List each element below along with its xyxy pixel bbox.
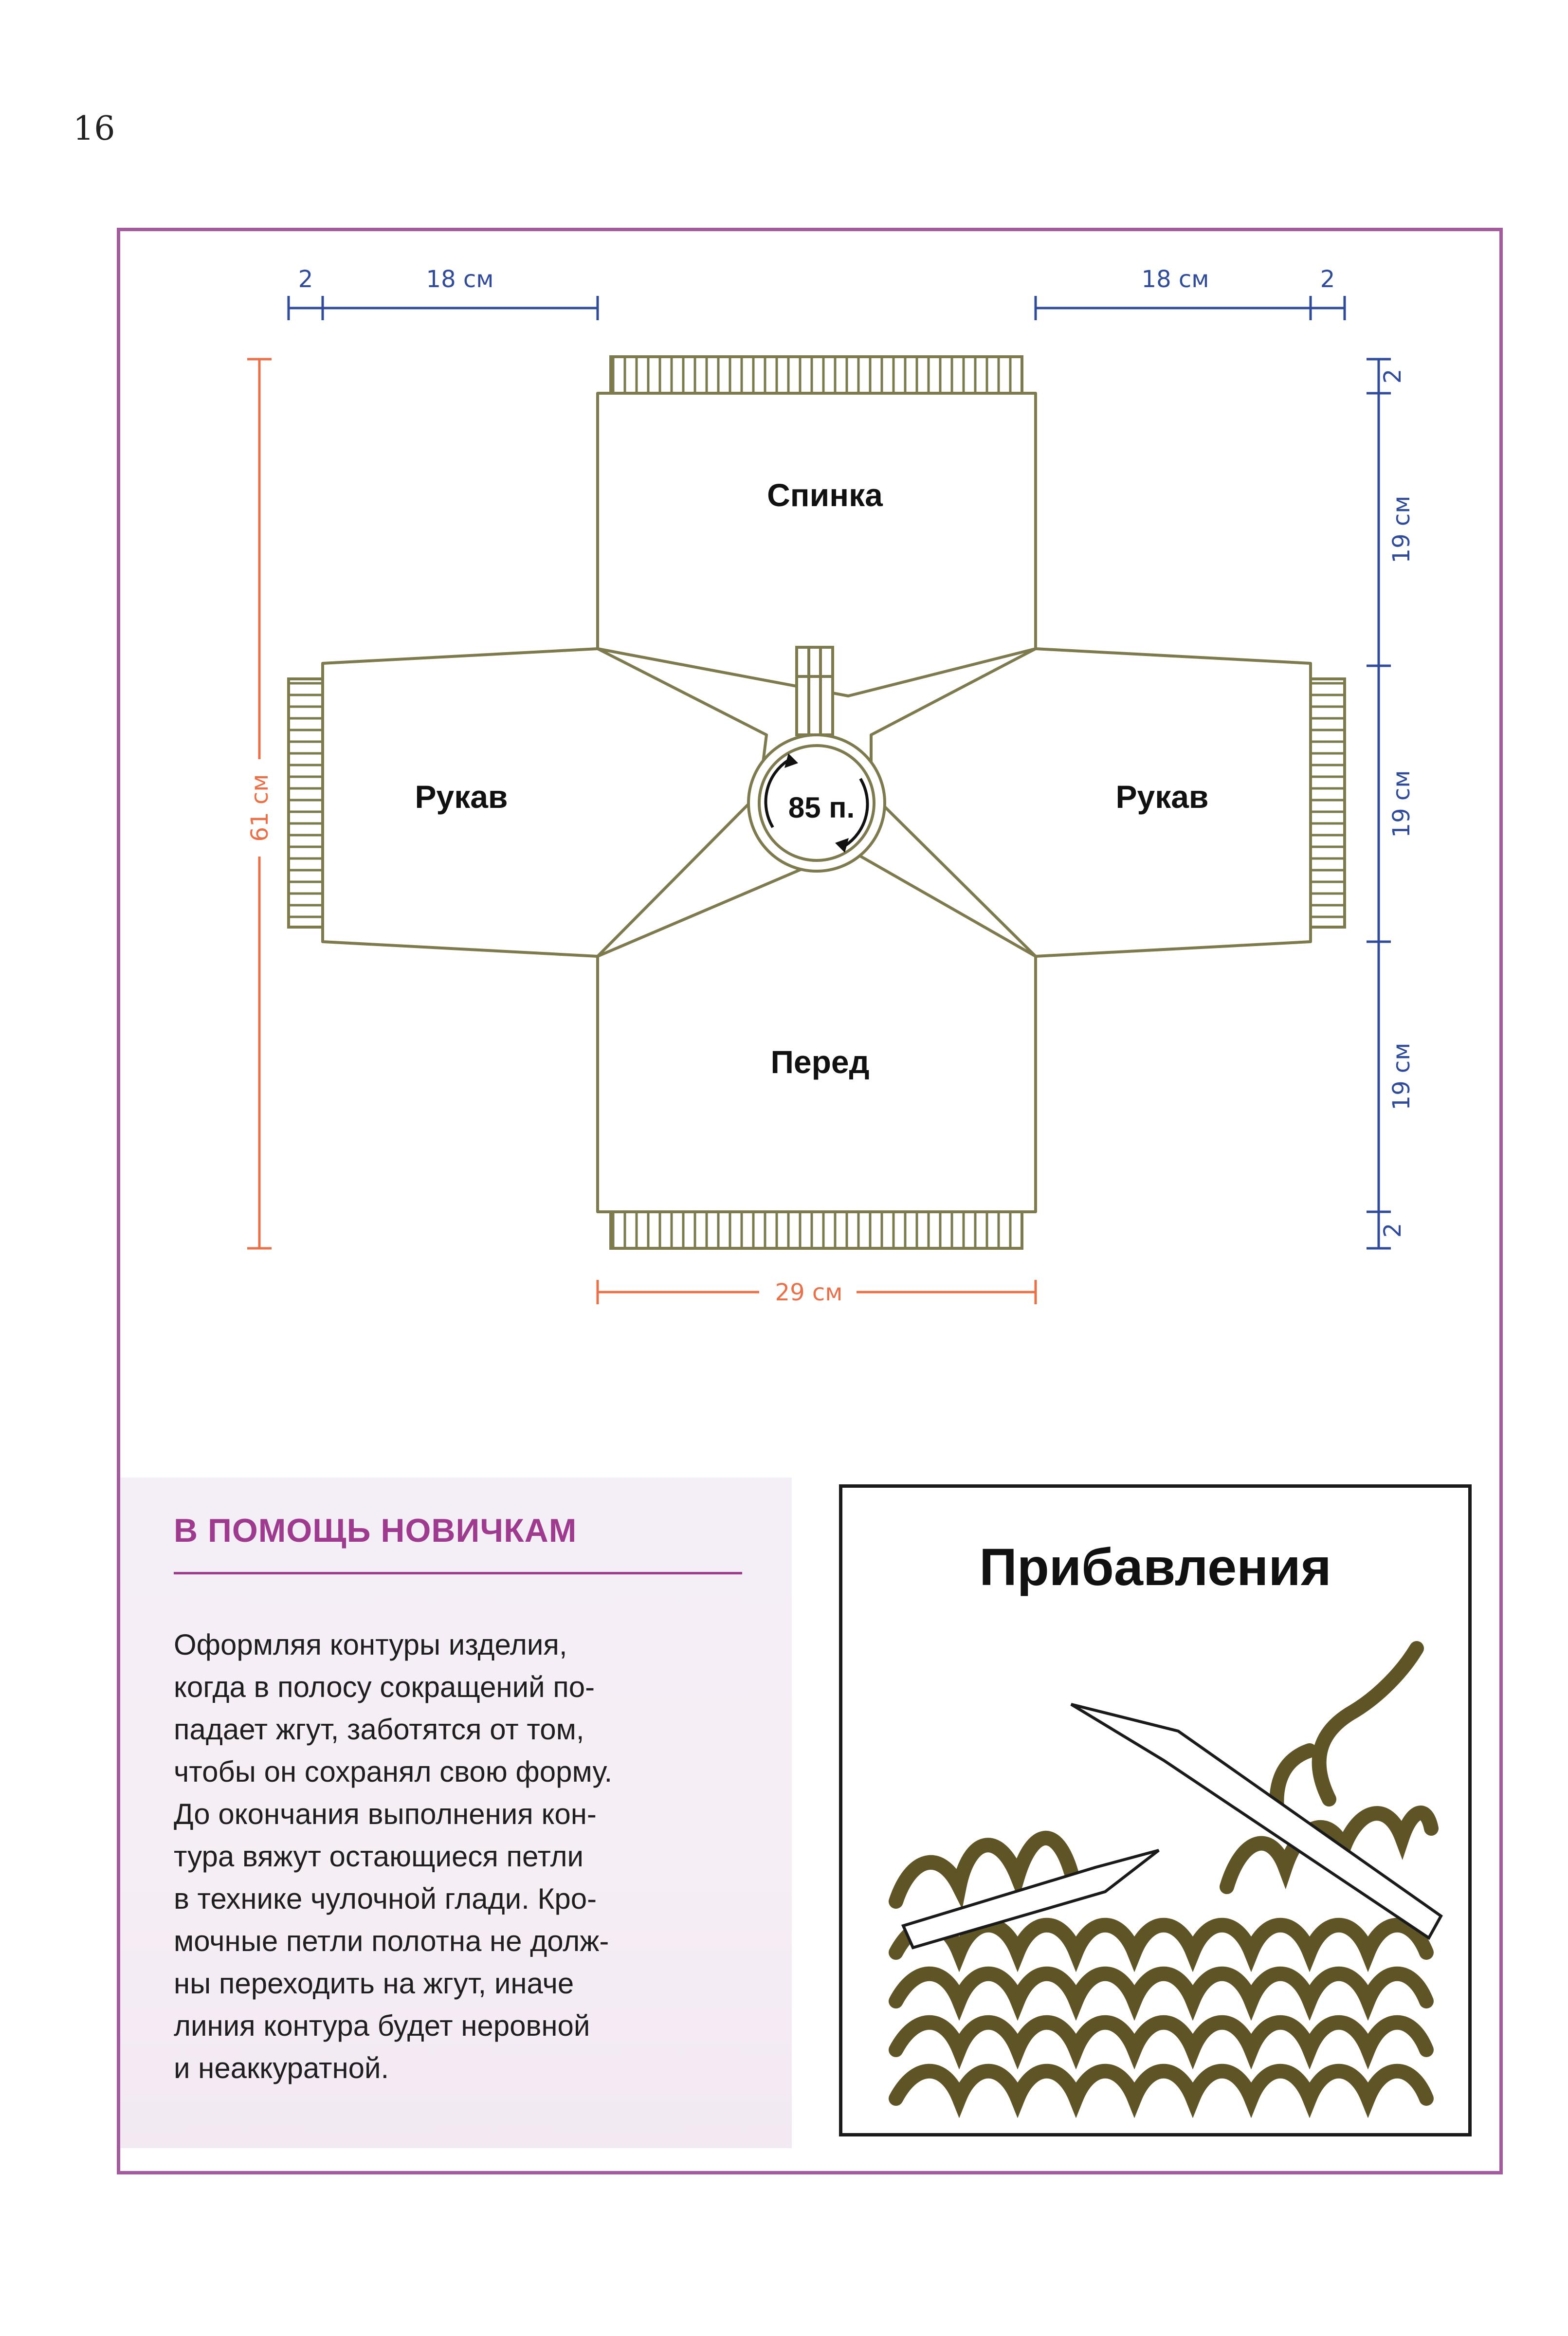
top-left-width-dimension: 18 см	[426, 266, 494, 293]
tip-line: линия контура будет неровной	[174, 2009, 590, 2042]
front-piece-outline	[598, 849, 1036, 1212]
total-width-dimension: 61 см	[246, 774, 273, 842]
tip-title: В ПОМОЩЬ НОВИЧКАМ	[174, 1512, 577, 1549]
beginner-tip-box	[120, 1478, 792, 2148]
right-segment-3-dimension: 19 см	[1388, 1042, 1415, 1111]
tip-line: в технике чулочной глади. Кро-	[174, 1882, 597, 1915]
tip-line: Оформляя контуры изделия,	[174, 1628, 567, 1661]
tip-line: и неаккуратной.	[174, 2052, 389, 2084]
neck-placket	[797, 647, 833, 735]
right-top-small-dimension: 2	[1379, 368, 1406, 384]
top-left-dimension-line	[289, 296, 598, 320]
increases-title: Прибавления	[979, 1537, 1331, 1596]
tip-line: падает жгут, заботятся от том,	[174, 1713, 584, 1746]
front-ribbing	[611, 1212, 1022, 1248]
increases-illustration-box	[839, 1484, 1472, 2136]
body-width-dimension: 29 см	[775, 1279, 843, 1306]
tip-text	[174, 1624, 748, 2089]
tip-line: мочные петли полотна не долж-	[174, 1925, 609, 1957]
right-segment-1-dimension: 19 см	[1388, 495, 1415, 564]
back-ribbing	[611, 357, 1022, 393]
top-right-small-dimension: 2	[1320, 266, 1335, 293]
tip-line: тура вяжут остающиеся петли	[174, 1840, 584, 1873]
right-bottom-small-dimension: 2	[1379, 1223, 1406, 1238]
tip-line: когда в полосу сокращений по-	[174, 1671, 595, 1703]
right-sleeve-ribbing	[1311, 679, 1345, 927]
back-label: Спинка	[767, 477, 883, 513]
top-right-dimension-line	[1036, 296, 1345, 320]
right-sleeve-outline	[871, 649, 1311, 956]
page-number: 16	[73, 110, 115, 148]
right-segment-2-dimension: 19 см	[1388, 770, 1415, 838]
top-right-width-dimension: 18 см	[1141, 266, 1209, 293]
tip-divider	[174, 1572, 742, 1574]
tip-line: До окончания выполнения кон-	[174, 1798, 597, 1830]
right-sleeve-label: Рукав	[1115, 779, 1209, 815]
top-left-small-dimension: 2	[298, 266, 313, 293]
left-sleeve-ribbing	[289, 679, 323, 927]
left-sleeve-outline	[323, 649, 766, 956]
front-label: Перед	[770, 1044, 870, 1080]
knitting-needles-illustration	[842, 1488, 1468, 2133]
left-sleeve-label: Рукав	[415, 779, 508, 815]
tip-line: чтобы он сохранял свою форму.	[174, 1755, 613, 1788]
neck-stitch-count: 85 п.	[788, 791, 855, 824]
right-dimension-line	[1367, 359, 1391, 1248]
tip-line: ны переходить на жгут, иначе	[174, 1967, 574, 2000]
